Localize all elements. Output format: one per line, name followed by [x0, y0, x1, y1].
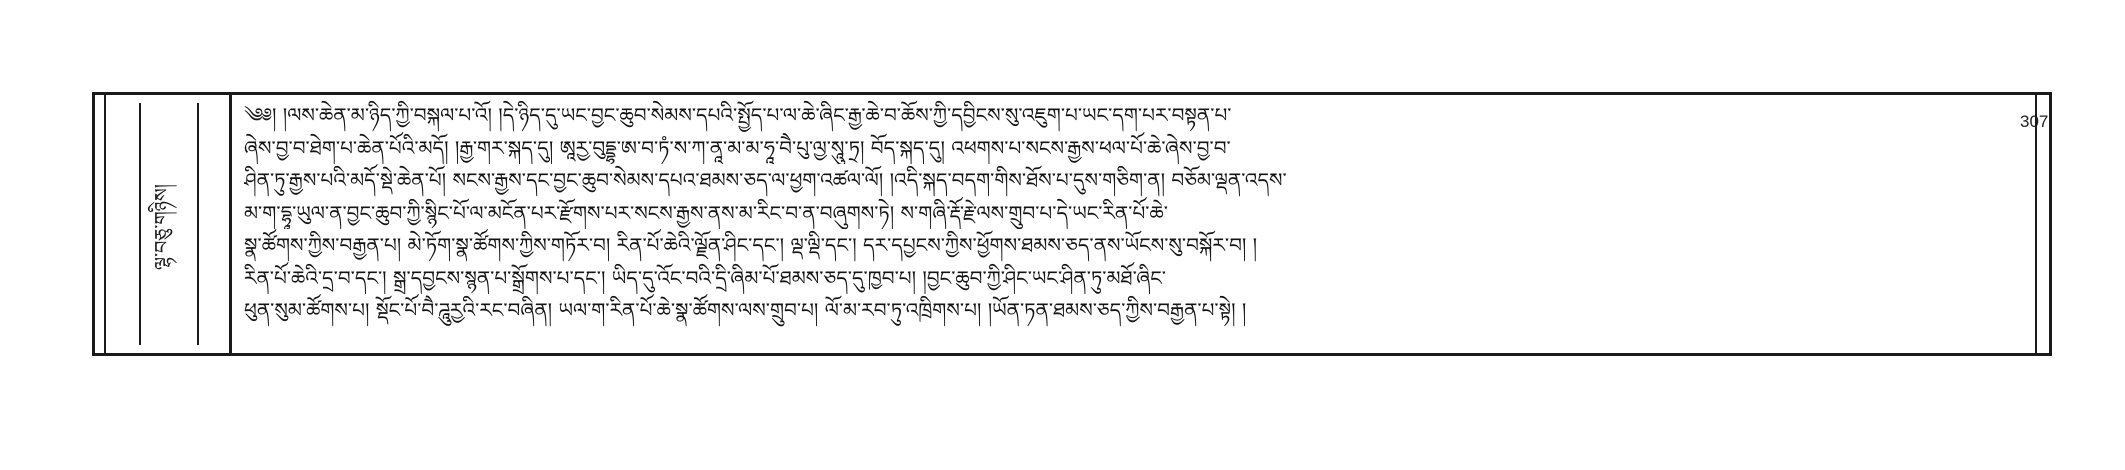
text-line: ཕུན་སུམ་ཚོགས་པ། སྡོང་པོ་བཻ་ཌཱུརྱའི་རང་བཞིན། ཡལ་ག་རིན་པོ་ཆེ་སྣ་ཚོགས་ལས་གྲུབ་པ། ལོ་མ་རབ་ཏུ་འཁྲིགས་པ། །ཡོན་ཏན་ཐམས་ཅད་ཀྱིས་བརྒྱན་པ་སྟེ། ། [244, 298, 1247, 322]
margin-label: ལྷ་བཅུ་གཉིས། [151, 184, 173, 270]
text-line: རིན་པོ་ཆེའི་དྲ་བ་དང་། སྒྲ་དབྱངས་སྙན་པ་སྒྲོགས་པ་དང་། ཡིད་དུ་འོང་བའི་དྲི་ཞིམ་པོ་ཐམས་ཅད་དུ་ཁྱབ་པ། །བྱང་ཆུབ་ཀྱི་ཤིང་ཡང་ཤིན་ཏུ་མཐོ་ཞིང་ [244, 265, 1166, 290]
text-block [244, 99, 2030, 349]
folio-right-border [2035, 95, 2052, 353]
text-line: ཞེས་བྱ་བ་ཐེག་པ་ཆེན་པོའི་མདོ། །རྒྱ་གར་སྐད་དུ། ཨཱརྱ་བུདྡྷ་ཨ་བ་ཏཾ་ས་ཀ་ནཱ་མ་མ་ཧཱ་བཻ་པུ་ལྱ་སཱུ་ཏྲ། བོད་སྐད་དུ། འཕགས་པ་སངས་རྒྱས་ཕལ་པོ་ཆེ་ཞེས་བྱ་བ་ [244, 135, 1231, 160]
margin-rule [197, 103, 199, 345]
left-margin-panel [101, 95, 232, 353]
text-line: ཤིན་ཏུ་རྒྱས་པའི་མདོ་སྡེ་ཆེན་པོ། སངས་རྒྱས་དང་བྱང་ཆུབ་སེམས་དཔའ་ཐམས་ཅད་ལ་ཕྱག་འཚལ་ལོ། །འདི་སྐད་བདག་གིས་ཐོས་པ་དུས་གཅིག་ན། བཅོམ་ལྡན་འདས་ [244, 168, 1287, 192]
text-line: མ་ག་དྷཱ་ཡུལ་ན་བྱང་ཆུབ་ཀྱི་སྙིང་པོ་ལ་མངོན་པར་རྫོགས་པར་སངས་རྒྱས་ནས་མ་རིང་བ་ན་བཞུགས་ཏེ། ས་གཞི་རྡོ་རྗེ་ལས་གྲུབ་པ་དེ་ཡང་རིན་པོ་ཆེ་ [244, 200, 1168, 225]
manuscript-folio [92, 92, 2052, 356]
page-number: 307 [2020, 112, 2049, 131]
text-line: ༄༅། །ལས་ཆེན་མ་ཉིད་ཀྱི་བསྐལ་པ་འོ། །དེ་ཉིད་དུ་ཡང་བྱང་ཆུབ་སེམས་དཔའི་སྤྱོད་པ་ལ་ཆེ་ཞིང་རྒྱ་ཆེ་བ་ཆོས་ཀྱི་དབྱིངས་སུ་འཇུག་པ་ཡང་དག་པར་བསྟན་པ་ [244, 103, 1232, 127]
text-line: སྣ་ཚོགས་ཀྱིས་བརྒྱན་པ། མེ་ཏོག་སྣ་ཚོགས་ཀྱིས་གཏོར་བ། རིན་པོ་ཆེའི་ལྗོན་ཤིང་དང་། ལྡ་ལྡི་དང་། དར་དཔྱངས་ཀྱིས་ཕྱོགས་ཐམས་ཅད་ནས་ཡོངས་སུ་བསྐོར་བ། ། [244, 233, 1258, 257]
